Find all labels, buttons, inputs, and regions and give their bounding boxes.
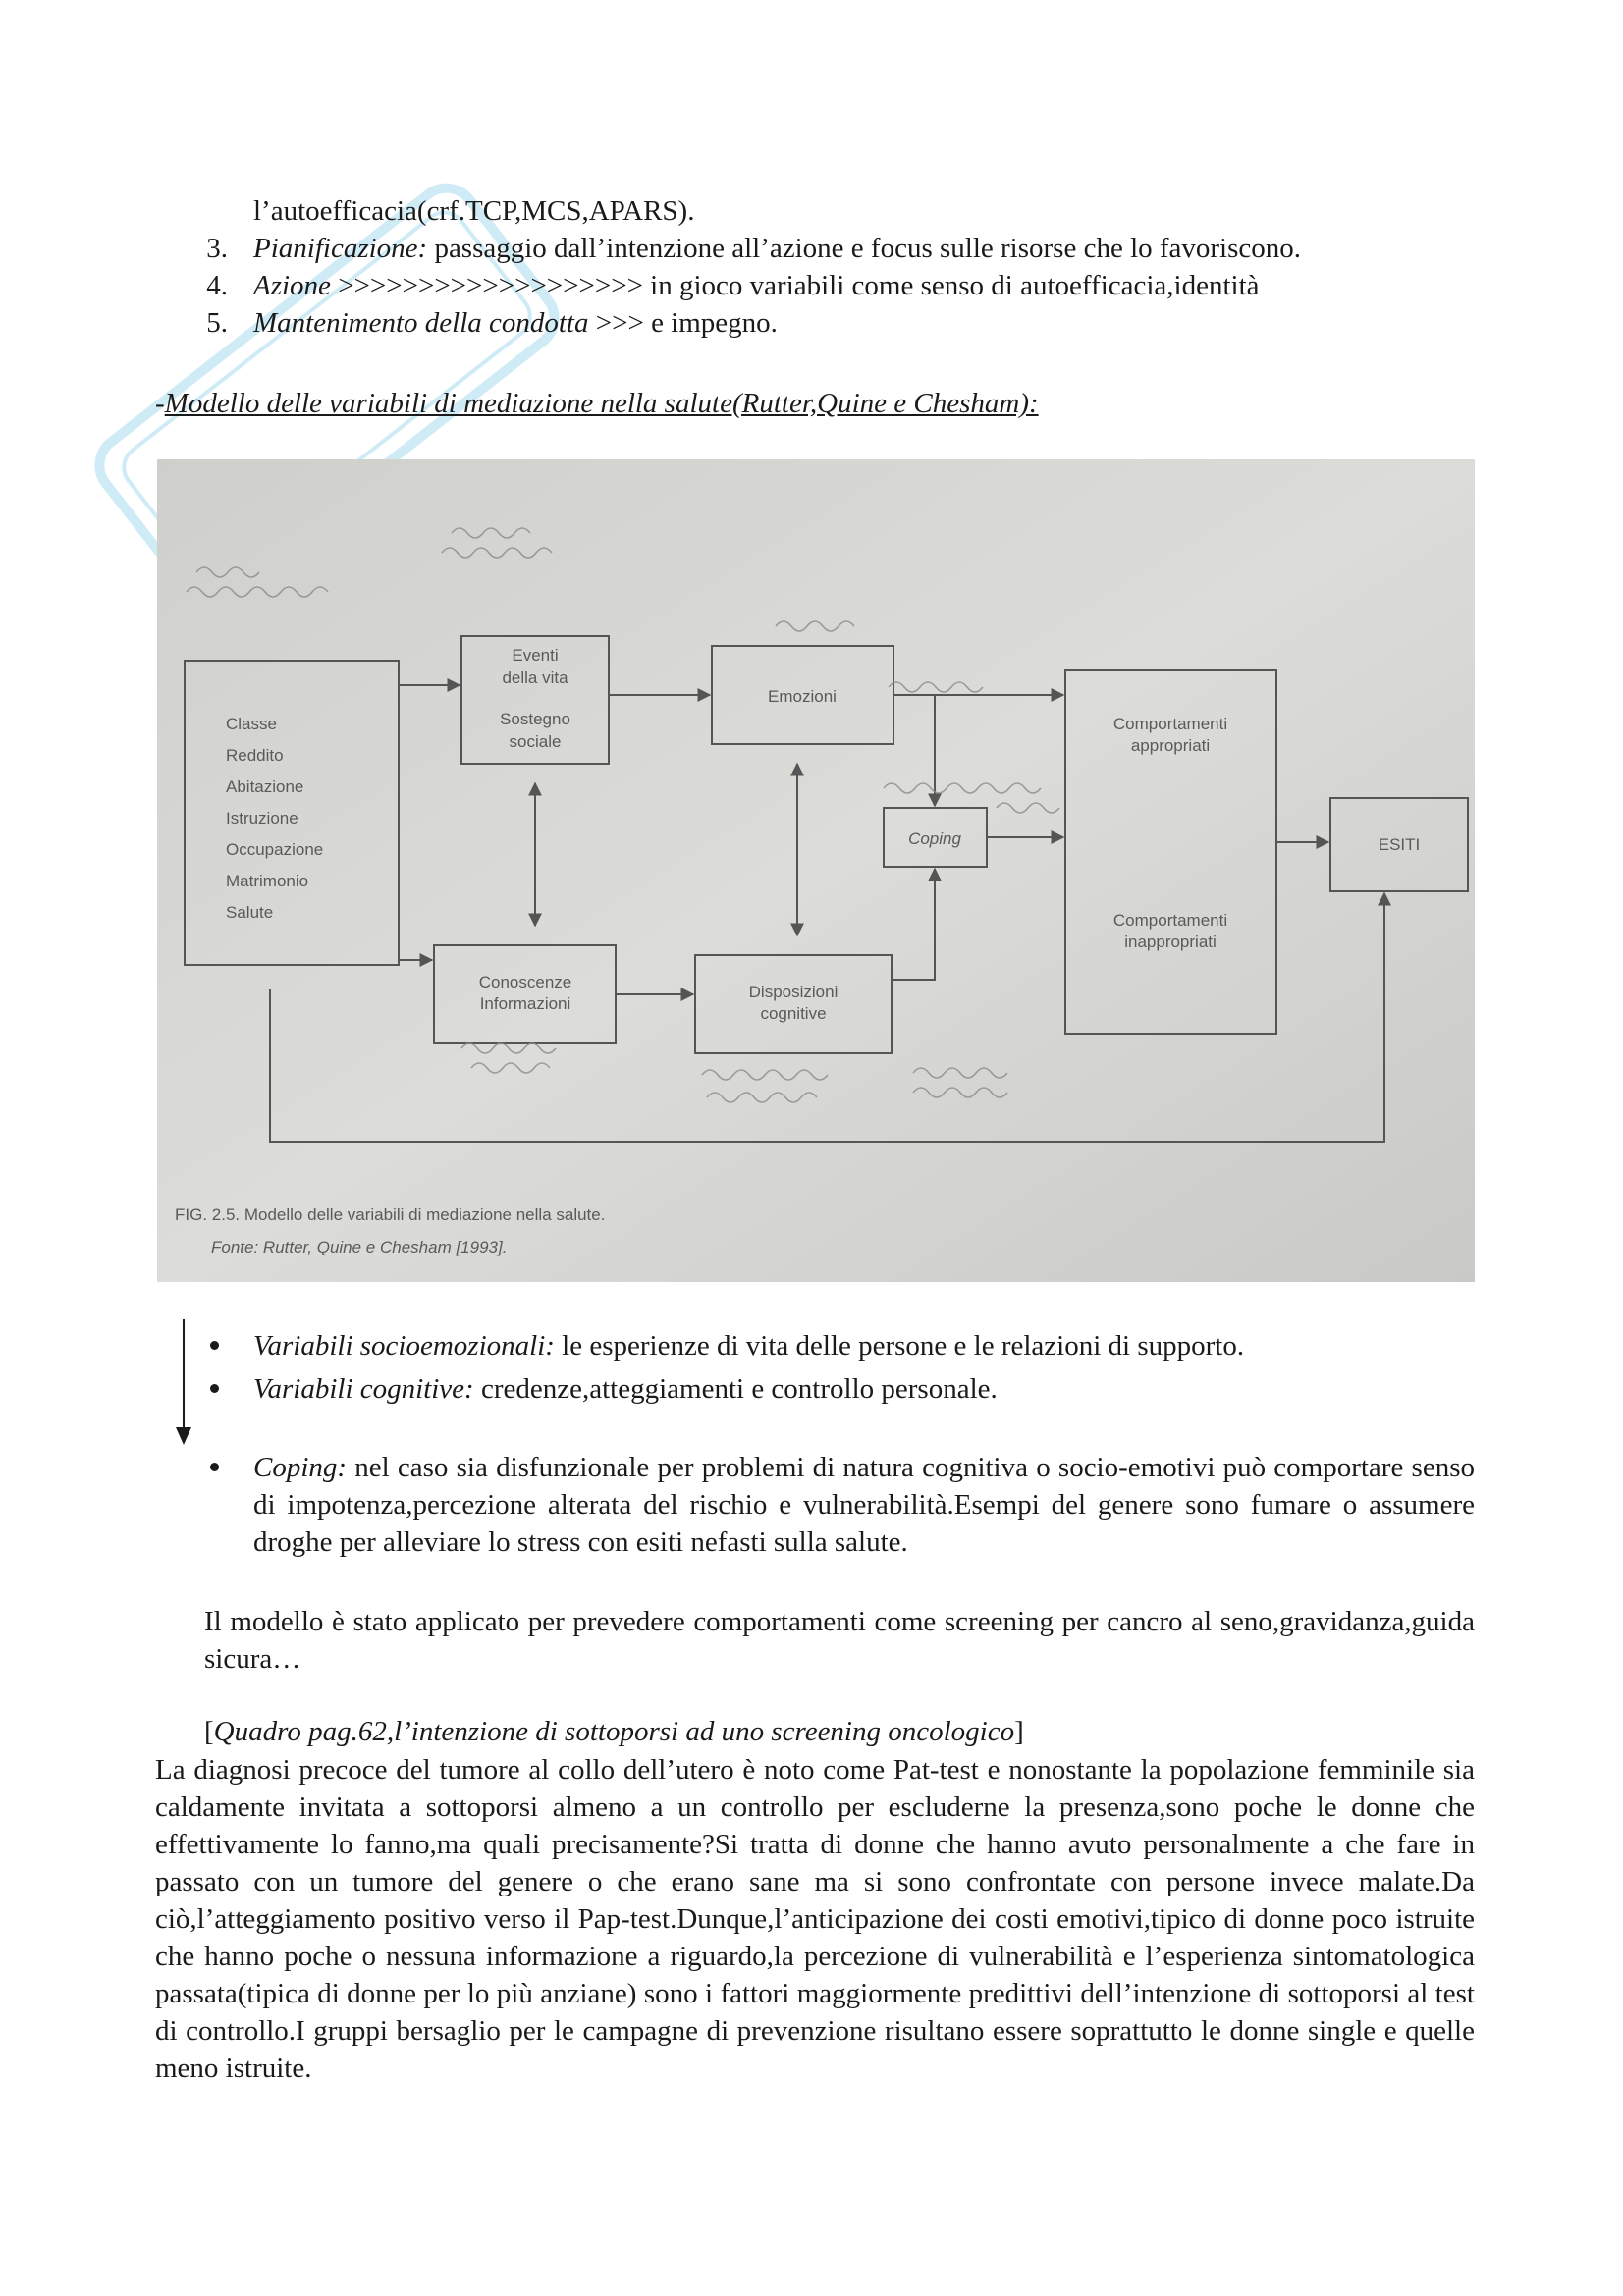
bracket-close: ] <box>1014 1716 1024 1747</box>
bullet-text: nel caso sia disfunzionale per problemi di natura cognitiva o socio-emotivi può comportare senso di impotenza,percezione alterata del rischio e vulnerabilità.Esempi del genere sono fumare o assumere droghe per alleviare lo stress con esiti nefasti sulla salute. <box>253 1452 1475 1558</box>
figure-source: Fonte: Rutter, Quine e Chesham [1993]. <box>211 1238 508 1256</box>
box-eventi-label: sociale <box>509 732 562 751</box>
applied-paragraph: Il modello è stato applicato per prevedere comportamenti come screening per cancro al seno,gravidanza,guida sicura… <box>204 1606 1475 1675</box>
box-disposizioni-label: Disposizioni <box>748 983 839 1001</box>
bracket-open: [ <box>204 1716 214 1747</box>
box-coping-label: Coping <box>908 829 961 848</box>
diagram-photo <box>157 459 1475 1282</box>
list-item-text: >>>>>>>>>>>>>>>>>>> in gioco variabili come senso di autoefficacia,identità <box>330 270 1260 301</box>
heading-title: Modello delle variabili di mediazione nella salute(Rutter,Quine e Chesham): <box>164 388 1039 419</box>
list-continuation: l’autoefficacia(crf.TCP,MCS,APARS). <box>253 195 695 227</box>
list-item <box>253 267 1260 304</box>
box-comportamenti-label: inappropriati <box>1124 933 1217 951</box>
bullet-dot-icon <box>210 1463 219 1471</box>
section-heading <box>155 385 1039 422</box>
body-paragraph: La diagnosi precoce del tumore al collo dell’utero è noto come Pat-test e nonostante la popolazione femminile sia caldamente invitata a sottoporsi almeno a un controllo per escluderne la presenza,sono poche le donne che effettivamente lo fanno,ma quali precisamente?Si tratta di donne che hanno avuto personalmente a che fare in passato con un tumore del genere o che erano sane ma si sono confrontate con persone invece malate.Da ciò,l’atteggiamento positivo verso il Pap-test.Dunque,l’anticipazione dei costi emotivi,tipico di donne poco istruite che hanno poche o nessuna informazione a riguardo,la percezione di vulnerabilità e l’esperienza sintomatologica passata(tipica di donne per lo più anziane) sono i fattori maggiormente predittivi dell’intenzione di sottoporsi al test di controllo.I gruppi bersaglio per le campagne di prevenzione risultano essere soprattutto le donne single e quelle meno istruite. <box>155 1754 1475 2084</box>
bullet-dot-icon <box>210 1384 219 1393</box>
heading-prefix: - <box>155 388 165 419</box>
box-socio-label: Occupazione <box>226 840 324 859</box>
bullet-term: Variabili cognitive: <box>253 1373 474 1405</box>
quadro-heading <box>204 1713 1024 1750</box>
bullet-term: Coping: <box>253 1452 348 1483</box>
box-socio-label: Salute <box>226 903 274 922</box>
quadro-title: Quadro pag.62,l’intenzione di sottoporsi ad uno screening oncologico <box>213 1716 1015 1747</box>
box-conoscenze-label: Conoscenze <box>478 973 572 991</box>
figure-caption: FIG. 2.5. Modello delle variabili di mediazione nella salute. <box>175 1205 606 1224</box>
box-socio-label: Classe <box>226 715 277 733</box>
list-item-text: passaggio dall’intenzione all’azione e focus sulle risorse che lo favoriscono. <box>427 233 1302 264</box>
box-emozioni-label: Emozioni <box>768 687 837 706</box>
list-item-text: >>> e impegno. <box>588 307 778 339</box>
bullet-text: le esperienze di vita delle persone e le relazioni di supporto. <box>554 1330 1245 1362</box>
bullet-item <box>253 1327 1244 1364</box>
box-disposizioni-label: cognitive <box>760 1004 827 1023</box>
bullet-term: Variabili socioemozionali: <box>253 1330 555 1362</box>
box-comportamenti-label: appropriati <box>1130 736 1211 755</box>
box-eventi-label: Eventi <box>512 646 559 665</box>
list-item <box>253 230 1301 267</box>
list-number: 3. <box>206 233 228 264</box>
bullet-dot-icon <box>210 1341 219 1350</box>
box-comportamenti-label: Comportamenti <box>1112 911 1228 930</box>
box-eventi-label: della vita <box>502 668 568 687</box>
down-arrow-icon <box>172 1319 195 1447</box>
list-item-term: Mantenimento della condotta <box>253 307 589 339</box>
list-number: 5. <box>206 307 228 339</box>
bullet-text: credenze,atteggiamenti e controllo personale. <box>473 1373 998 1405</box>
bullet-item <box>253 1449 1475 1561</box>
list-item-term: Pianificazione: <box>253 233 428 264</box>
box-conoscenze-label: Informazioni <box>479 994 571 1013</box>
list-item-term: Azione <box>253 270 331 301</box>
bullet-item <box>253 1370 998 1408</box>
box-socio-label: Reddito <box>226 746 284 765</box>
box-socio-label: Istruzione <box>226 809 298 828</box>
list-item <box>253 304 778 342</box>
box-comportamenti-label: Comportamenti <box>1112 715 1228 733</box>
box-socio-label: Matrimonio <box>226 872 309 890</box>
list-number: 4. <box>206 270 228 301</box>
diagram-svg <box>157 459 1475 1282</box>
box-esiti-label: ESITI <box>1378 835 1421 854</box>
box-eventi-label: Sostegno <box>500 710 570 728</box>
box-socio-label: Abitazione <box>226 777 304 796</box>
